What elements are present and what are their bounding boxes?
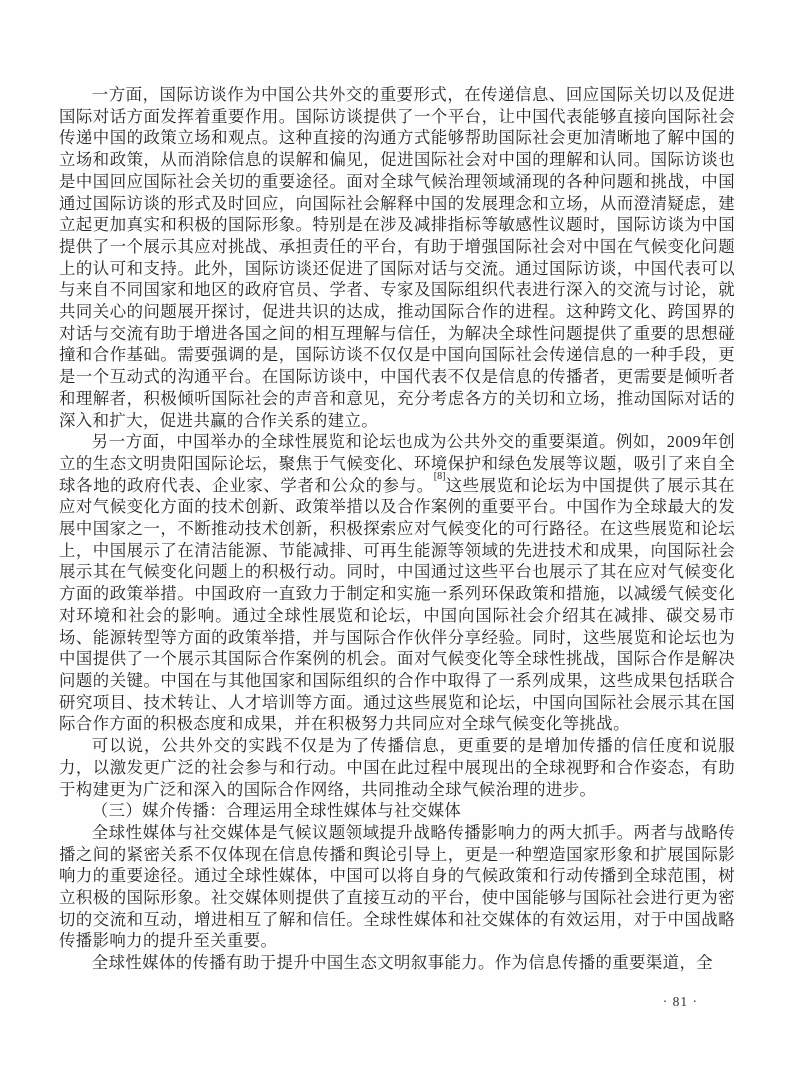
paragraph-public-diplomacy-summary: 可以说，公共外交的实践不仅是为了传播信息，更重要的是增加传播的信任度和说服力，以激发更广泛的社会参与和行动。中国在此过程中展现出的全球视野和合作姿态，有助于构建更为广泛和深入的国际合作网络，共同推动全球气候治理的进步。 bbox=[59, 736, 735, 799]
paragraph-global-media-narrative: 全球性媒体的传播有助于提升中国生态文明叙事能力。作为信息传播的重要渠道，全 bbox=[91, 953, 714, 973]
page-number: · 81 · bbox=[662, 994, 698, 1009]
paragraph-global-exhibitions-forums bbox=[59, 431, 735, 735]
paragraph-text-before-footnote: 另一方面，中国举办的全球性展览和论坛也成为公共外交的重要渠道。例如，2009年创立的生态文明贵阳国际论坛，聚焦于气候变化、环境保护和绿色发展等议题，吸引了来自全球各地的政府代表、企业家、学者和公众的参与。 bbox=[59, 432, 735, 495]
paragraph-global-social-media: 全球性媒体与社交媒体是气候议题领域提升战略传播影响力的两大抓手。两者与战略传播之间的紧密关系不仅体现在信息传播和舆论引导上，更是一种塑造国家形象和扩展国际影响力的重要途径。通过全球性媒体，中国可以将自身的气候政策和行动传播到全球范围，树立积极的国际形象。社交媒体则提供了直接互动的平台，使中国能够与国际社会进行更为密切的交流和互动，增进相互了解和信任。全球性媒体和社交媒体的有效运用，对于中国战略传播影响力的提升至关重要。 bbox=[59, 822, 735, 951]
section-heading-media-communication: （三）媒介传播：合理运用全球性媒体与社交媒体 bbox=[91, 801, 462, 821]
page-content bbox=[59, 84, 735, 974]
paragraph-text-after-footnote: 这些展览和论坛为中国提供了展示其在应对气候变化方面的技术创新、政策举措以及合作案例的重要平台。中国作为全球最大的发展中国家之一，不断推动技术创新，积极探索应对气候变化的可行路径。在这些展览和论坛上，中国展示了在清洁能源、节能减排、可再生能源等领域的先进技术和成果，向国际社会展示其在气候变化问题上的积极行动。同时，中国通过这些平台也展示了其在应对气候变化方面的政策举措。中国政府一直致力于制定和实施一系列环保政策和措施，以减缓气候变化对环境和社会的影响。通过全球性展览和论坛，中国向国际社会介绍其在减排、碳交易市场、能源转型等方面的政策举措，并与国际合作伙伴分享经验。同时，这些展览和论坛也为中国提供了一个展示其国际合作案例的机会。面对气候变化等全球性挑战，国际合作是解决问题的关键。中国在与其他国家和国际组织的合作中取得了一系列成果，这些成果包括联合研究项目、技术转让、人才培训等方面。通过这些展览和论坛，中国向国际社会展示其在国际合作方面的积极态度和成果，并在积极努力共同应对全球气候变化等挑战。 bbox=[59, 475, 735, 734]
paragraph-international-interviews: 一方面，国际访谈作为中国公共外交的重要形式，在传递信息、回应国际关切以及促进国际对话方面发挥着重要作用。国际访谈提供了一个平台，让中国代表能够直接向国际社会传递中国的政策立场和观点。这种直接的沟通方式能够帮助国际社会更加清晰地了解中国的立场和政策，从而消除信息的误解和偏见，促进国际社会对中国的理解和认同。国际访谈也是中国回应国际社会关切的重要途径。面对全球气候治理领域涌现的各种问题和挑战，中国通过国际访谈的形式及时回应，向国际社会解释中国的发展理念和立场，从而澄清疑虑，建立起更加真实和积极的国际形象。特别是在涉及减排指标等敏感性议题时，国际访谈为中国提供了一个展示其应对挑战、承担责任的平台，有助于增强国际社会对中国在气候变化问题上的认可和支持。此外，国际访谈还促进了国际对话与交流。通过国际访谈，中国代表可以与来自不同国家和地区的政府官员、学者、专家及国际组织代表进行深入的交流与讨论，就共同关心的问题展开探讨，促进共识的达成，推动国际合作的进程。这种跨文化、跨国界的对话与交流有助于增进各国之间的相互理解与信任，为解决全球性问题提供了重要的思想碰撞和合作基础。需要强调的是，国际访谈不仅仅是中国向国际社会传递信息的一种手段，更是一个互动式的沟通平台。在国际访谈中，中国代表不仅是信息的传播者，更需要是倾听者和理解者，积极倾听国际社会的声音和意见，充分考虑各方的关切和立场，推动国际对话的深入和扩大，促进共赢的合作关系的建立。 bbox=[59, 85, 735, 430]
footnote-reference-8[interactable]: [8] bbox=[433, 471, 446, 483]
